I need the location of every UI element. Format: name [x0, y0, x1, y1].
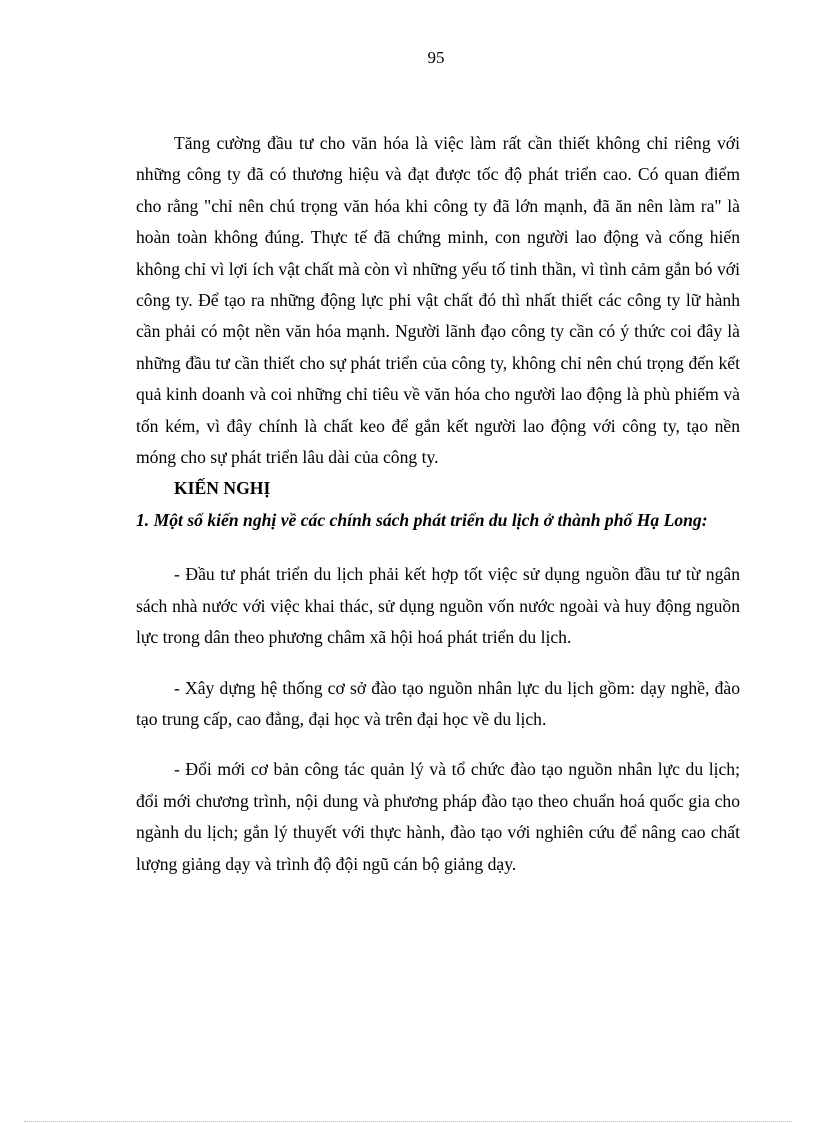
- subsection-heading: 1. Một số kiến nghị về các chính sách phát triển du lịch ở thành phố Hạ Long:: [136, 509, 708, 530]
- page-bottom-divider: [24, 1121, 792, 1122]
- section-heading: KIẾN NGHỊ: [174, 478, 271, 499]
- body-paragraph: Tăng cường đầu tư cho văn hóa là việc làm rất cần thiết không chỉ riêng với những công ty đã có thương hiệu và đạt được tốc độ phát triển cao. Có quan điểm cho rằng "chỉ nên chú trọng văn hóa khi công ty đã lớn mạnh, đã ăn nên làm ra" là hoàn toàn không đúng. Thực tế đã chứng minh, con người lao động và cống hiến không chỉ vì lợi ích vật chất mà còn vì những yếu tố tinh thần, vì tình cảm gắn bó với công ty. Để tạo ra những động lực phi vật chất đó thì nhất thiết các công ty lữ hành cần phải có một nền văn hóa mạnh. Người lãnh đạo công ty cần có ý thức coi đây là những đầu tư cần thiết cho sự phát triển của công ty, không chỉ nên chú trọng đến kết quả kinh doanh và coi những chỉ tiêu về văn hóa cho người lao động là phù phiếm và tốn kém, vì đây chính là chất keo để gắn kết người lao động với công ty, tạo nền móng cho sự phát triển lâu dài của công ty.: [136, 133, 740, 468]
- recommendation-item: - Xây dựng hệ thống cơ sở đào tạo nguồn nhân lực du lịch gồm: dạy nghề, đào tạo trung cấp, cao đẳng, đại học và trên đại học về du lịch.: [136, 677, 740, 729]
- recommendation-item: - Đổi mới cơ bản công tác quản lý và tổ chức đào tạo nguồn nhân lực du lịch; đổi mới chương trình, nội dung và phương pháp đào tạo theo chuẩn hoá quốc gia cho ngành du lịch; gắn lý thuyết với thực hành, đào tạo với nghiên cứu để nâng cao chất lượng giảng dạy và trình độ đội ngũ cán bộ giảng dạy.: [136, 759, 740, 874]
- recommendation-item: - Đầu tư phát triển du lịch phải kết hợp tốt việc sử dụng nguồn đầu tư từ ngân sách nhà nước với việc khai thác, sử dụng nguồn vốn nước ngoài và huy động nguồn lực trong dân theo phương châm xã hội hoá phát triển du lịch.: [136, 564, 740, 648]
- page-number: 95: [427, 48, 445, 67]
- document-body: [136, 128, 740, 880]
